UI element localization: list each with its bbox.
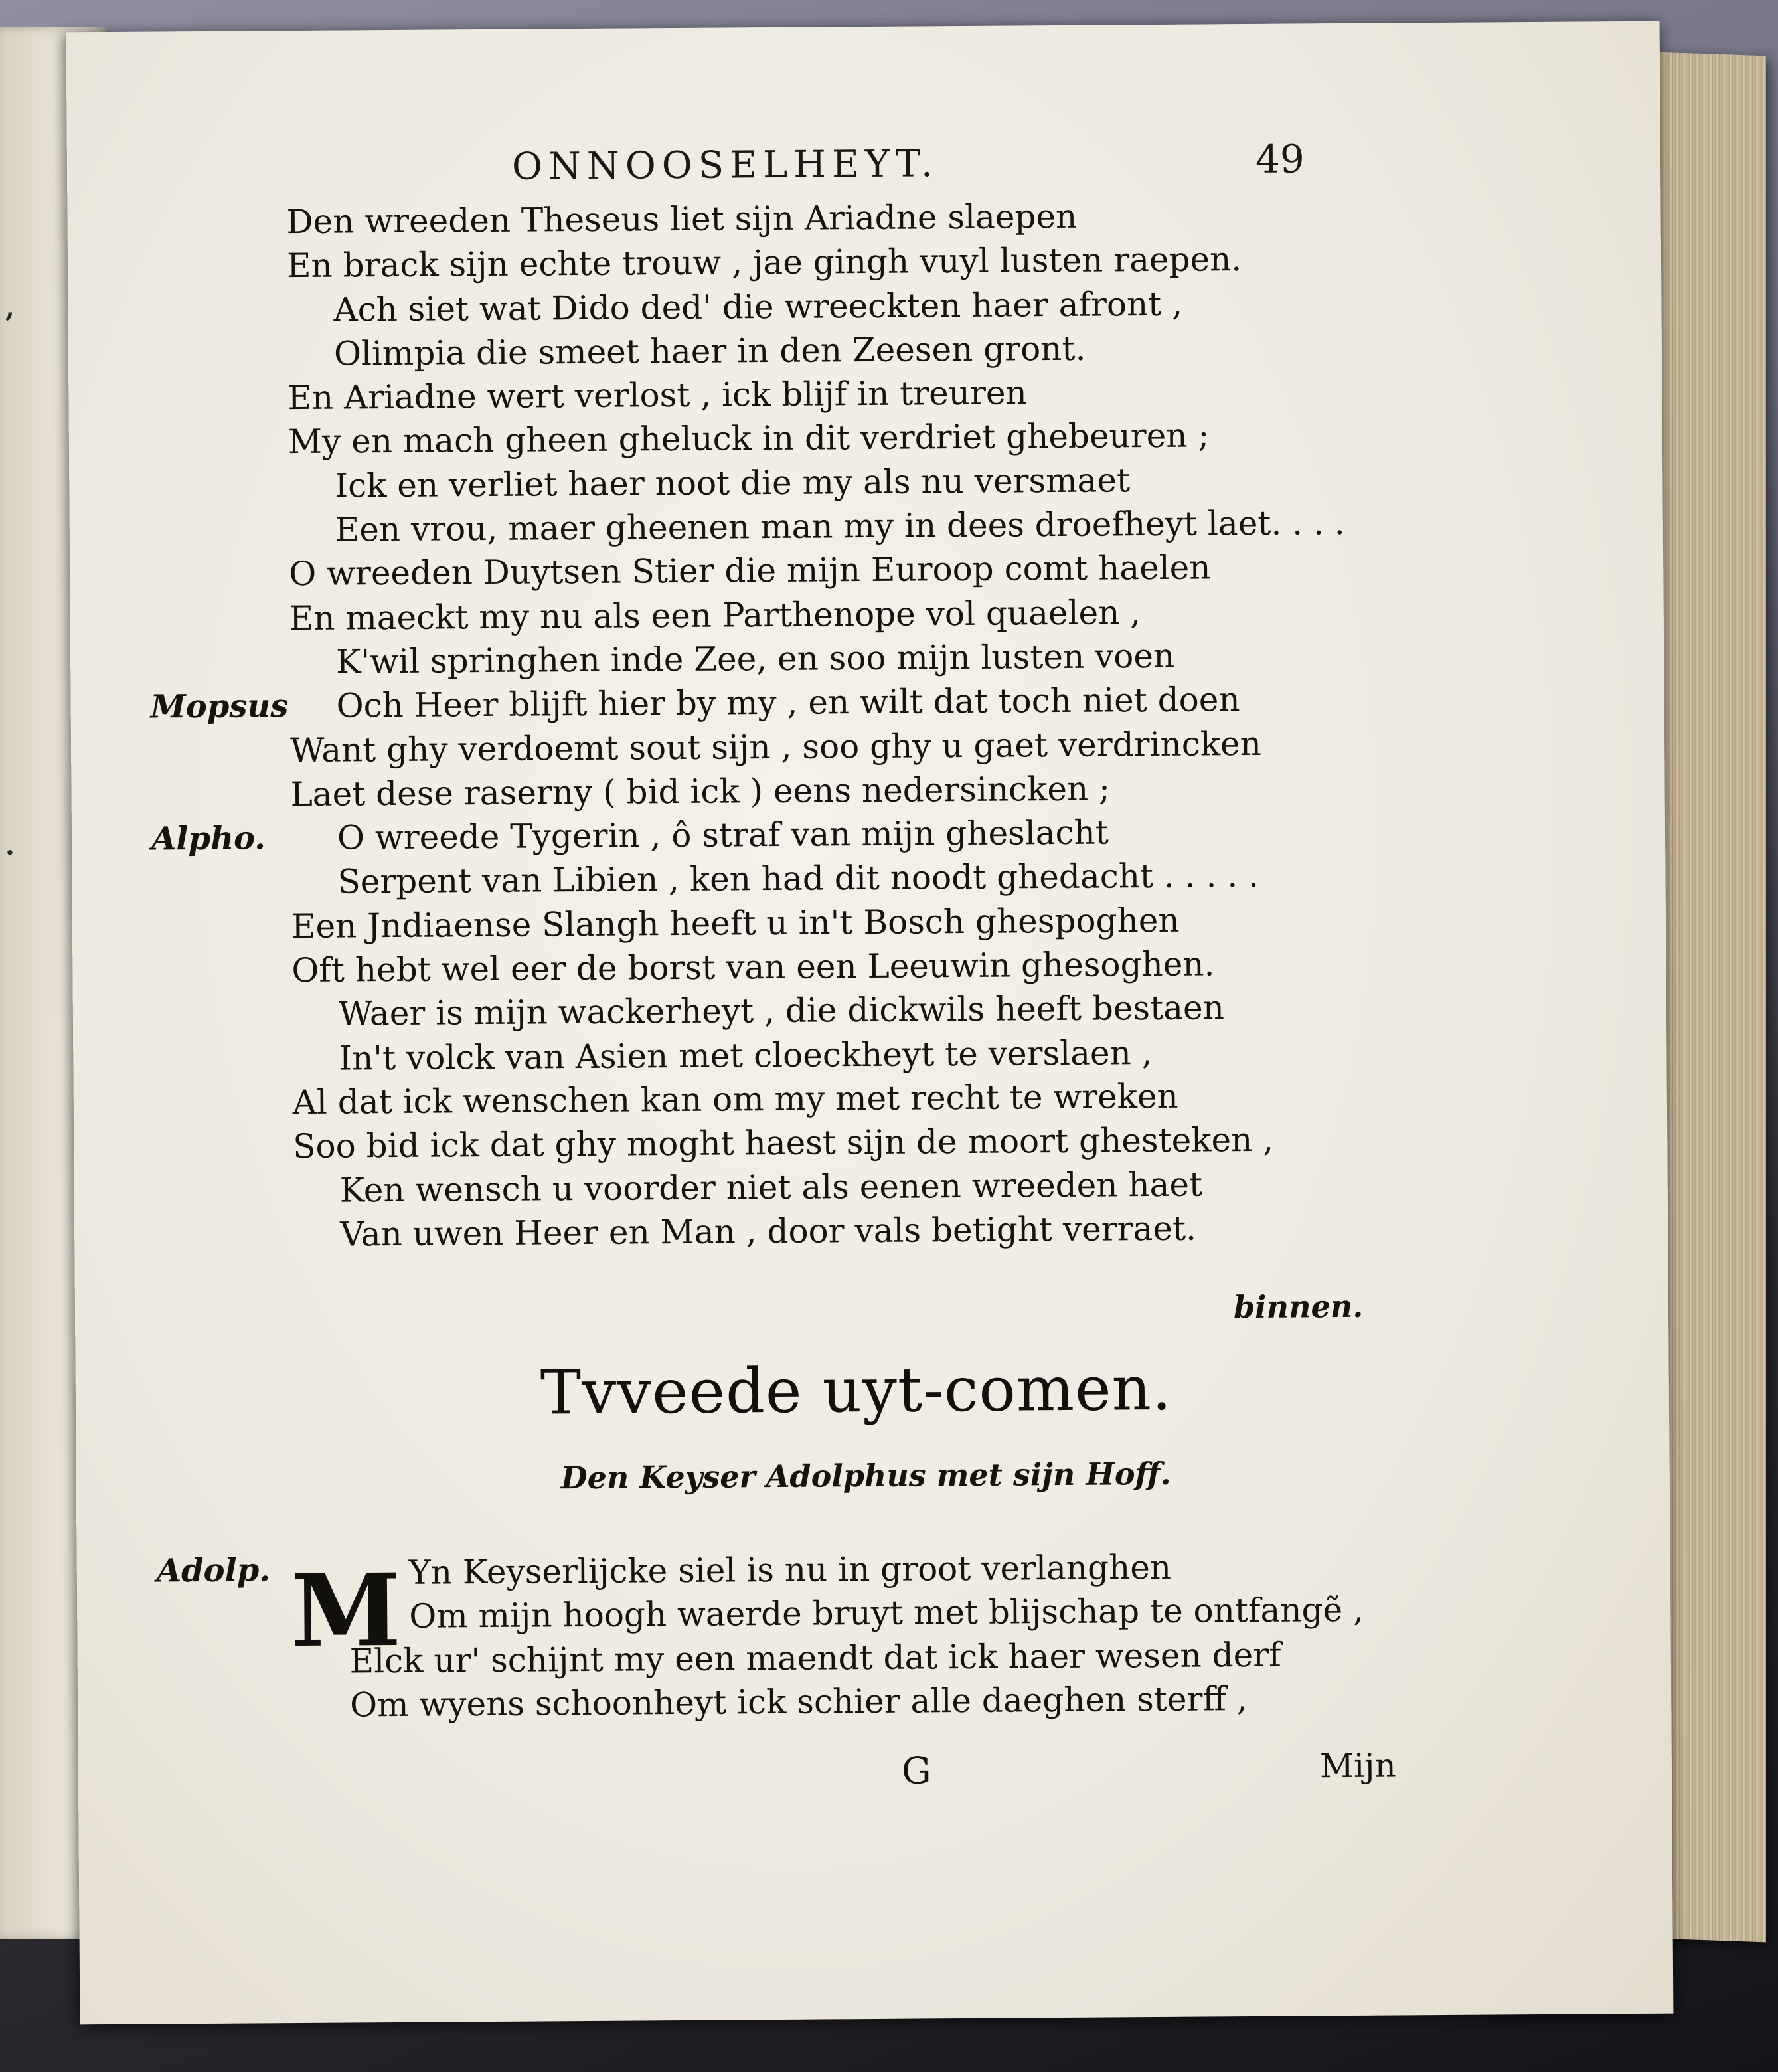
verse-line-text: O wreeden Duytsen Stier die mijn Euroop comt haelen bbox=[289, 548, 1211, 594]
verse-block bbox=[150, 191, 1555, 1256]
catchword: Mijn bbox=[1319, 1746, 1396, 1786]
verse-line-text: Den wreeden Theseus liet sijn Ariadne slaepen bbox=[286, 197, 1078, 242]
book-page bbox=[66, 21, 1674, 2025]
verse-line-text: En Ariadne wert verlost , ick blijf in treuren bbox=[287, 373, 1027, 418]
verse-line-text: K'wil springhen inde Zee, en soo mijn lusten voen bbox=[335, 636, 1175, 681]
speaker-label: Adolp. bbox=[156, 1551, 271, 1590]
speech-block bbox=[156, 1543, 1559, 1727]
verse-line-text: Ach siet wat Dido ded' die wreeckten haer afront , bbox=[333, 284, 1183, 329]
verse-line-text: Ken wensch u voorder niet als eenen wreeden haet bbox=[339, 1165, 1203, 1210]
scene-subtitle: Den Keyser Adolphus met sijn Hoff. bbox=[560, 1455, 1171, 1496]
verse-line-text: Laet dese raserny ( bid ick ) eens nedersincken ; bbox=[290, 769, 1111, 814]
stage-direction-exit: binnen. bbox=[1233, 1288, 1364, 1326]
running-head: ONNOOSELHEYT. bbox=[511, 142, 939, 189]
verse-line: Om mijn hoogh waerde bruyt met blijschap te ontfangẽ , bbox=[409, 1591, 1364, 1636]
verse-line-text: Ick en verliet haer noot die my als nu versmaet bbox=[335, 461, 1131, 505]
verse-line-text: Serpent van Libien , ken had dit noodt ghedacht . . . . . bbox=[337, 856, 1259, 902]
verse-line-text: En maeckt my nu als een Parthenope vol quaelen , bbox=[289, 592, 1141, 638]
verse-line bbox=[293, 1204, 1555, 1257]
verse-line-text: Een Jndiaense Slangh heeft u in't Bosch ghespoghen bbox=[291, 901, 1180, 946]
speaker-label: Mopsus bbox=[150, 687, 289, 726]
margin-mark: , bbox=[5, 292, 15, 323]
verse-line-text: Olimpia die smeet haer in den Zeesen gront. bbox=[333, 329, 1086, 373]
page-number: 49 bbox=[1255, 136, 1305, 182]
verse-line-text: In't volck van Asien met cloeckheyt te verslaen , bbox=[339, 1033, 1153, 1078]
verse-line-text: Al dat ick wenschen kan om my met recht te wreken bbox=[292, 1077, 1178, 1122]
verse-line: Yn Keyserlijcke siel is nu in groot verlanghen bbox=[408, 1547, 1172, 1592]
margin-mark: . bbox=[5, 830, 15, 861]
verse-line: Om wyens schoonheyt ick schier alle daeghen sterff , bbox=[349, 1679, 1248, 1725]
verse-line-text: Oft hebt wel eer de borst van een Leeuwin ghesoghen. bbox=[291, 944, 1215, 990]
signature-mark: G bbox=[901, 1749, 931, 1793]
verse-line-text: Want ghy verdoemt sout sijn , soo ghy u gaet verdrincken bbox=[289, 724, 1262, 770]
verse-line-text: Och Heer blijft hier by my , en wilt dat toch niet doen bbox=[336, 680, 1240, 725]
verse-line-text: Soo bid ick dat ghy moght haest sijn de moort ghesteken , bbox=[293, 1120, 1274, 1166]
scene-title: Tvveede uyt-comen. bbox=[540, 1352, 1172, 1428]
verse-line: Elck ur' schijnt my een maendt dat ick haer wesen derf bbox=[349, 1635, 1281, 1681]
verse-line-text: En brack sijn echte trouw , jae gingh vuyl lusten raepen. bbox=[286, 240, 1242, 286]
verse-line-text: My en mach gheen gheluck in dit verdriet ghebeuren ; bbox=[287, 416, 1210, 462]
speaker-label: Alpho. bbox=[151, 820, 266, 858]
verse-line-text: Waer is mijn wackerheyt , die dickwils heeft bestaen bbox=[338, 988, 1224, 1033]
drop-capital: M bbox=[290, 1551, 402, 1670]
verse-line-text: Van uwen Heer en Man , door vals betight verraet. bbox=[340, 1209, 1197, 1254]
verse-line-text: O wreede Tygerin , ô straf van mijn gheslacht bbox=[337, 813, 1109, 857]
verse-line-text: Een vrou, maer gheenen man my in dees droefheyt laet. . . . bbox=[335, 503, 1345, 549]
